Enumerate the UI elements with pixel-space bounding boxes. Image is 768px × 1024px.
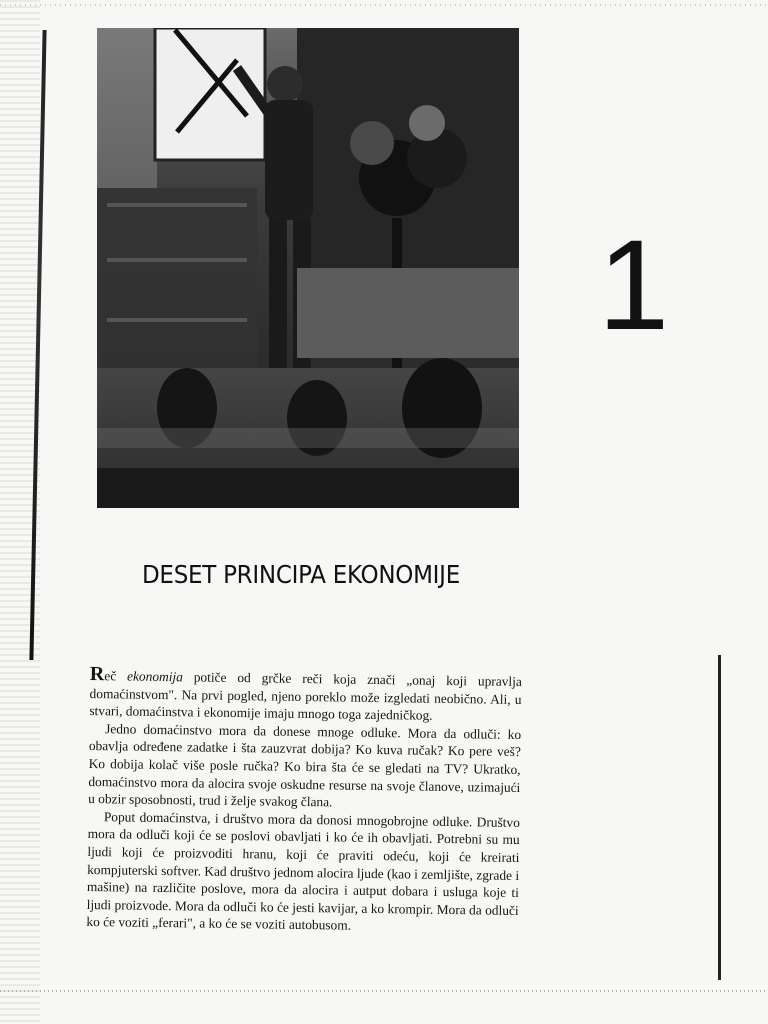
paragraph-1-start: eč [104,668,128,684]
paragraph-3: Poput domaćinstva, i društvo mora da donosi mnogobrojne odluke. Društvo mora da odluči koji će se poslovi obavljati i ko će ih obavljati. Potrebni su mu ljudi koji će proizvoditi hranu, koji će praviti odeću, koji će kreirati kompjuterski softver. Kad društvo jednom alocira ljude (kao i zemljište, zgrade i mašine) na različite poslove, mora da alocira i autput dobara i usluga koje ti ljudi proizvode. Mora da odluči ko će jesti kavijar, a ko krompir. Mora da odluči ko će voziti „ferari", a ko će se voziti autobusom. [86,808,520,933]
paragraph-1-rest: potiče od grčke reči koja znači „onaj koji upravlja domaćinstvom". Na prvi pogled, njeno poreklo može izgledati neobično. Ali, u stvari, domaćinstva i ekonomije imaju mnogo toga zajedničkog. [89,669,522,723]
chapter-title: DESET PRINCIPA EKONOMIJE [142,560,460,589]
bottom-scan-edge [0,990,768,992]
chapter-number: 1 [598,214,670,357]
top-scan-edge [0,4,768,6]
chapter-photo [97,28,519,508]
photo-illustration [97,28,519,508]
chapter-intro-text [86,663,522,937]
paragraph-1 [89,663,522,726]
right-margin-rule [718,655,721,980]
paragraph-2: Jedno domaćinstvo mora da donese mnoge odluke. Mora da odluči: ko obavlja određene zadatke i šta zauzvrat dobija? Ko kuva ručak? Ko pere veš? Ko dobija kolač više posle ručka? Ko bira šta će se gledati na TV? Ukratko, domaćinstvo mora da alocira svoje oskudne resurse na svoje članove, uzimajući u obzir sposobnosti, trud i želje svakog člana. [88,720,522,810]
term-ekonomija: ekonomija [127,668,183,685]
dropcap-letter: R [89,663,105,686]
